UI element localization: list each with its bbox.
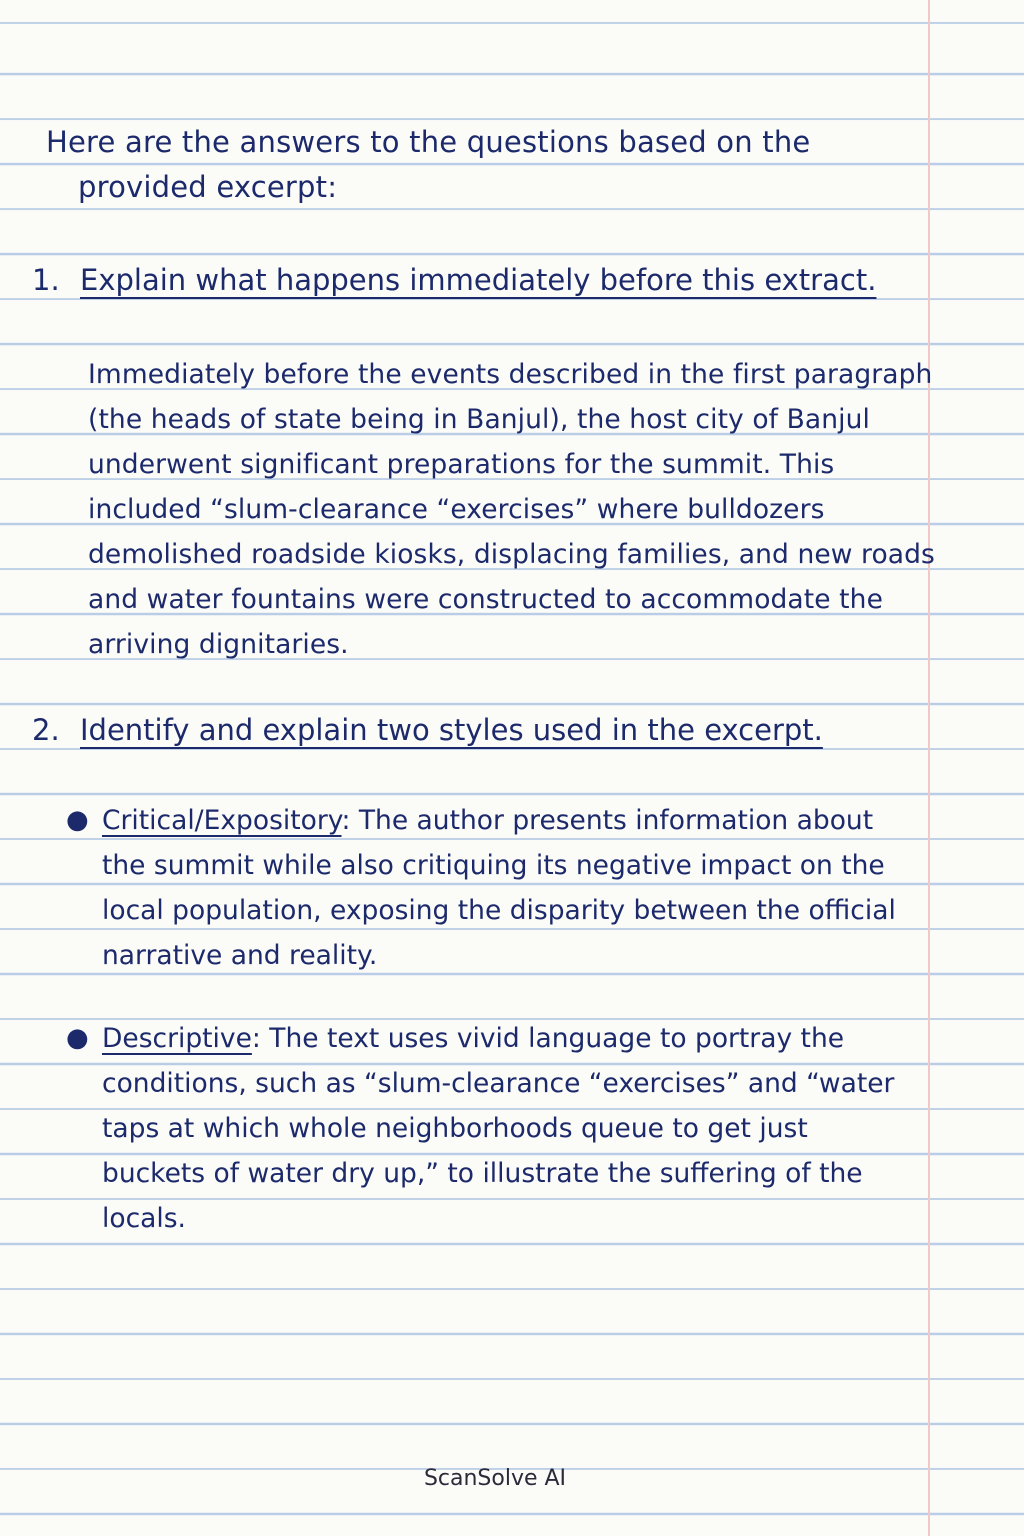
question-1-text: Explain what happens immediately before this extract. [80, 263, 877, 297]
bullet-dot-icon: ● [66, 1023, 89, 1053]
answer-1: Immediately before the events described in the first paragraph (the heads of state being in Banjul), the host city of Banjul underwent significant preparations for the summit. This included “slum-clearance “exercises” where bulldozers demolished roadside kiosks, displacing families, and new roads and water fountains were constructed to accommodate the arriving dignitaries. [88, 359, 935, 660]
bullet-1-text [102, 798, 916, 978]
question-2-text: Identify and explain two styles used in the excerpt. [80, 713, 823, 747]
bullet-1-body: : The author presents information about the summit while also critiquing its negative impact on the local population, exposing the disparity between the official narrative and reality. [102, 805, 896, 971]
intro-line-1: Here are the answers to the questions based on the [46, 125, 811, 159]
bullet-descriptive [66, 1016, 916, 1241]
bullet-2-text [102, 1016, 916, 1241]
question-1-number: 1. [32, 263, 60, 297]
bullet-1-term: Critical/Expository [102, 805, 342, 836]
bullet-2-term: Descriptive [102, 1023, 252, 1054]
intro-line-2: provided excerpt: [78, 170, 338, 204]
bullet-2-body: : The text uses vivid language to portray the conditions, such as “slum-clearance “exercises” and “water taps at which whole neighborhoods queue to get just buckets of water dry up,” to illustrate the suffering of the locals. [102, 1023, 895, 1234]
footer-brand: ScanSolve AI [423, 1466, 567, 1491]
intro-text [46, 120, 906, 210]
question-2 [32, 708, 823, 753]
bullet-critical-expository [66, 798, 916, 978]
question-1 [32, 258, 876, 303]
bullet-dot-icon: ● [66, 805, 89, 835]
question-2-number: 2. [32, 713, 60, 747]
